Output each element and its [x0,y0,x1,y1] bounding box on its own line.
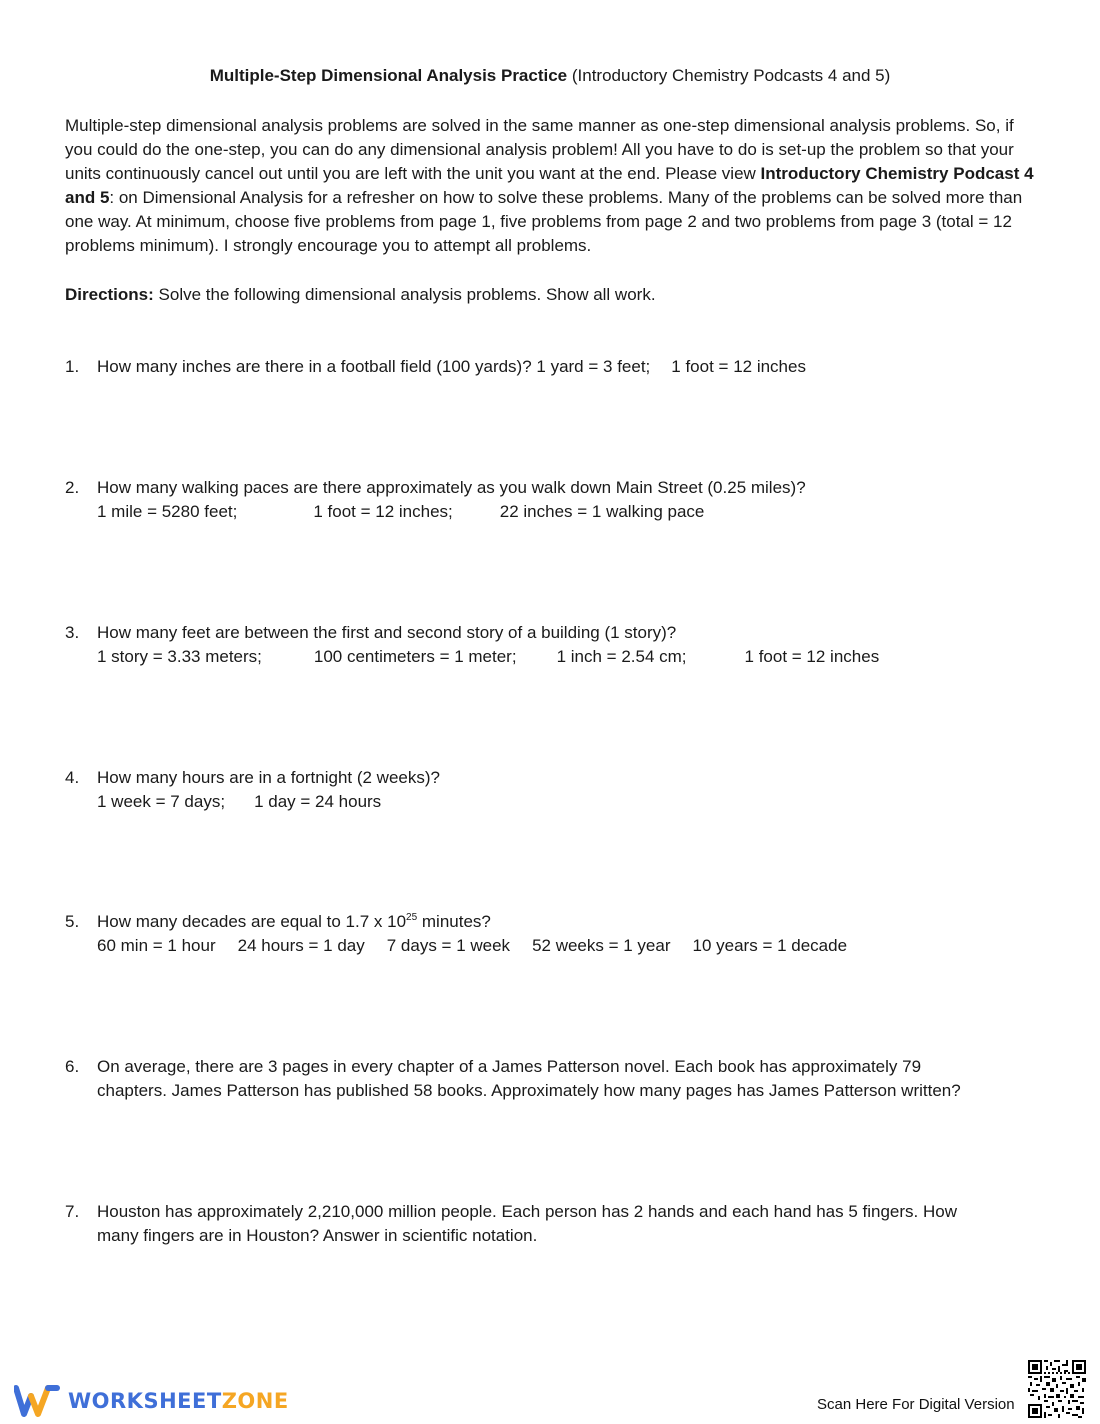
conversion-factor: 7 days = 1 week [386,936,511,955]
intro-text-1: Multiple-step dimensional analysis problems are solved in the same manner as one-step dimensional analysis problems. So, if you could do the one-step, you can do any dimensional analysis problem! All you have to do is set-up the problem so that your units continuously cancel out until you are left with the unit you want at the end. Please view [65,116,1014,183]
conversion-factors [97,790,1045,814]
question-text-line: On average, there are 3 pages in every chapter of a James Patterson novel. Each book has approximately 79 [97,1057,922,1076]
conversion-factor: 24 hours = 1 day [237,936,365,955]
conversion-factor: 1 foot = 12 inches; [313,502,453,521]
conversion-factor: 1 week = 7 days; [97,792,226,811]
question-number: 6. [65,1057,80,1076]
question-number: 7. [65,1202,80,1221]
directions-label: Directions: [65,285,154,304]
question-4 [65,766,1045,814]
intro-podcast-reference: Introductory Chemistry Podcast 4 and 5 [65,164,1034,207]
worksheet-title [0,66,1100,86]
directions-text: Solve the following dimensional analysis problems. Show all work. [153,285,656,304]
qr-code-icon[interactable] [1028,1360,1086,1418]
conversion-factor: 1 mile = 5280 feet; [97,502,238,521]
intro-paragraph [65,114,1040,258]
conversion-factor: 60 min = 1 hour [97,936,216,955]
question-number: 2. [65,478,80,497]
question-6 [65,1055,1045,1103]
conversion-factors [97,500,1045,524]
conversion-factor: 100 centimeters = 1 meter; [313,647,517,666]
question-text: How many feet are between the first and second story of a building (1 story)? [97,623,677,642]
worksheetzone-logo[interactable] [14,1383,289,1419]
question-number: 3. [65,623,80,642]
question-text: How many walking paces are there approximately as you walk down Main Street (0.25 miles)? [97,478,806,497]
question-text-line: many fingers are in Houston? Answer in scientific notation. [97,1226,538,1245]
conversion-factor: 1 inch = 2.54 cm; [556,647,687,666]
question-text [97,910,1045,934]
question-text-line: chapters. James Patterson has published 58 books. Approximately how many pages has James Patterson written? [97,1081,961,1100]
logo-text [68,1389,289,1413]
conversion-factor: 10 years = 1 decade [692,936,848,955]
conversion-factor: 1 foot = 12 inches [671,357,806,376]
logo-w-icon [14,1384,60,1418]
question-number: 4. [65,768,80,787]
question-5 [65,910,1045,958]
intro-text-2: : on Dimensional Analysis for a refresher on how to solve these problems. Many of the problems can be solved more than one way. At minimum, choose five problems from page 1, five problems from page 2 and two problems from page 3 (total = 12 problems minimum). I strongly encourage you to attempt all problems. [65,188,1023,255]
question-text: How many inches are there in a football field (100 yards)? 1 yard = 3 feet; [97,357,651,376]
question-text-part: How many decades are equal to 1.7 x 10 [97,912,407,931]
question-3 [65,621,1045,669]
question-1 [65,355,1045,379]
logo-text-part: WORKSHEET [68,1389,222,1413]
question-text-part: minutes? [417,912,491,931]
question-number: 1. [65,357,80,376]
question-2 [65,476,1045,524]
question-number: 5. [65,912,80,931]
question-text-line: Houston has approximately 2,210,000 million people. Each person has 2 hands and each hand has 5 fingers. How [97,1202,958,1221]
scan-caption: Scan Here For Digital Version [817,1396,1015,1413]
conversion-factor: 22 inches = 1 walking pace [499,502,705,521]
conversion-factor: 52 weeks = 1 year [532,936,671,955]
conversion-factor: 1 story = 3.33 meters; [97,647,262,666]
conversion-factors [97,934,1045,958]
title-subtitle: (Introductory Chemistry Podcasts 4 and 5) [567,66,891,85]
question-text: How many hours are in a fortnight (2 weeks)? [97,768,440,787]
exponent: 25 [406,912,418,923]
directions [65,283,1040,307]
conversion-factor: 1 day = 24 hours [254,792,382,811]
logo-text-part: ZONE [221,1389,289,1413]
title-bold: Multiple-Step Dimensional Analysis Practice [209,66,568,85]
question-7 [65,1200,1045,1248]
conversion-factor: 1 foot = 12 inches [744,647,880,666]
conversion-factors [97,645,1045,669]
